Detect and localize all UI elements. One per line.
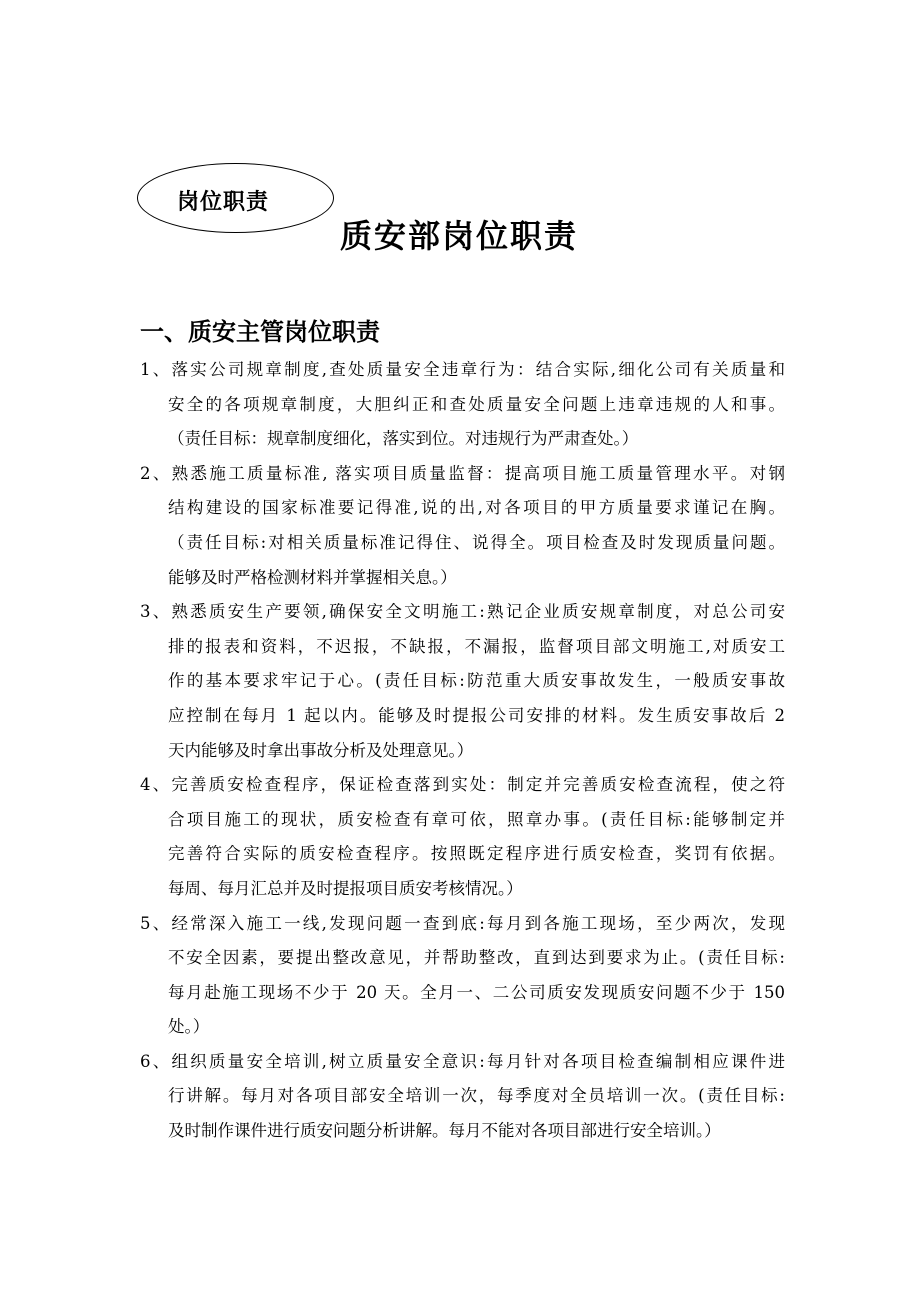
duty-line: 天内能够及时拿出事故分析及处理意见。） <box>168 740 474 760</box>
duty-line: 行讲解。每月对各项目部安全培训一次，每季度对全员培训一次。(责任目标: <box>168 1086 785 1106</box>
duty-item-4 <box>140 768 785 906</box>
duty-line: 排的报表和资料，不迟报，不缺报，不漏报，监督项目部文明施工,对质安工 <box>168 636 785 656</box>
duty-line: 能够及时严格检测材料并掌握相关息。） <box>168 567 457 587</box>
duty-line: 处。） <box>168 1017 210 1037</box>
duty-line: 应控制在每月 1 起以内。能够及时提报公司安排的材料。发生质安事故后 2 <box>168 705 785 725</box>
duty-item-6 <box>140 1045 785 1149</box>
duty-item-3 <box>140 595 785 768</box>
duty-item-5 <box>140 907 785 1045</box>
section-heading: 一、质安主管岗位职责 <box>140 317 380 346</box>
duty-line: （责任目标：规章制度细化，落实到位。对违规行为严肃查处。） <box>168 429 639 449</box>
duty-line: 每周、每月汇总并及时提报项目质安考核情况。） <box>168 878 523 898</box>
duty-item-2 <box>140 457 785 595</box>
duty-line: 6、组织质量安全培训,树立质量安全意识:每月针对各项目检查编制相应课件进 <box>140 1051 785 1071</box>
duty-line: 4、完善质安检查程序，保证检查落到实处：制定并完善质安检查流程，使之符 <box>140 775 785 795</box>
duty-line: 及时制作课件进行质安问题分析讲解。每月不能对各项目部进行安全培训。） <box>168 1121 721 1141</box>
duty-list <box>140 353 785 1149</box>
duty-line: 每月赴施工现场不少于 20 天。全月一、二公司质安发现质安问题不少于 150 <box>168 982 785 1002</box>
duty-line: 3、熟悉质安生产要领,确保安全文明施工:熟记企业质安规章制度，对总公司安 <box>140 602 785 622</box>
duty-line: 1、落实公司规章制度,查处质量安全违章行为：结合实际,细化公司有关质量和 <box>140 360 785 379</box>
duty-item-1 <box>140 353 785 457</box>
duty-line: 安全的各项规章制度，大胆纠正和查处质量安全问题上违章违规的人和事。 <box>168 394 785 414</box>
duty-line: 2、熟悉施工质量标准, 落实项目质量监督：提高项目施工质量管理水平。对钢 <box>140 463 785 483</box>
duty-line: 结构建设的国家标准要记得准,说的出,对各项目的甲方质量要求谨记在胸。 <box>168 498 785 518</box>
stamp-label: 岗位职责 <box>177 189 270 215</box>
duty-line: 作的基本要求牢记于心。(责任目标:防范重大质安事故发生，一般质安事故 <box>168 671 785 691</box>
duty-line: 不安全因素，要提出整改意见，并帮助整改，直到达到要求为止。(责任目标: <box>168 948 785 968</box>
document-title: 质安部岗位职责 <box>340 217 579 255</box>
duty-line: 完善符合实际的质安检查程序。按照既定程序进行质安检查，奖罚有依据。 <box>168 844 785 864</box>
duty-line: （责任目标:对相关质量标准记得住、说得全。项目检查及时发现质量问题。 <box>168 532 785 552</box>
duty-line: 5、经常深入施工一线,发现问题一查到底:每月到各施工现场，至少两次，发现 <box>140 913 785 933</box>
duty-line: 合项目施工的现状，质安检查有章可依，照章办事。(责任目标:能够制定并 <box>168 809 785 829</box>
